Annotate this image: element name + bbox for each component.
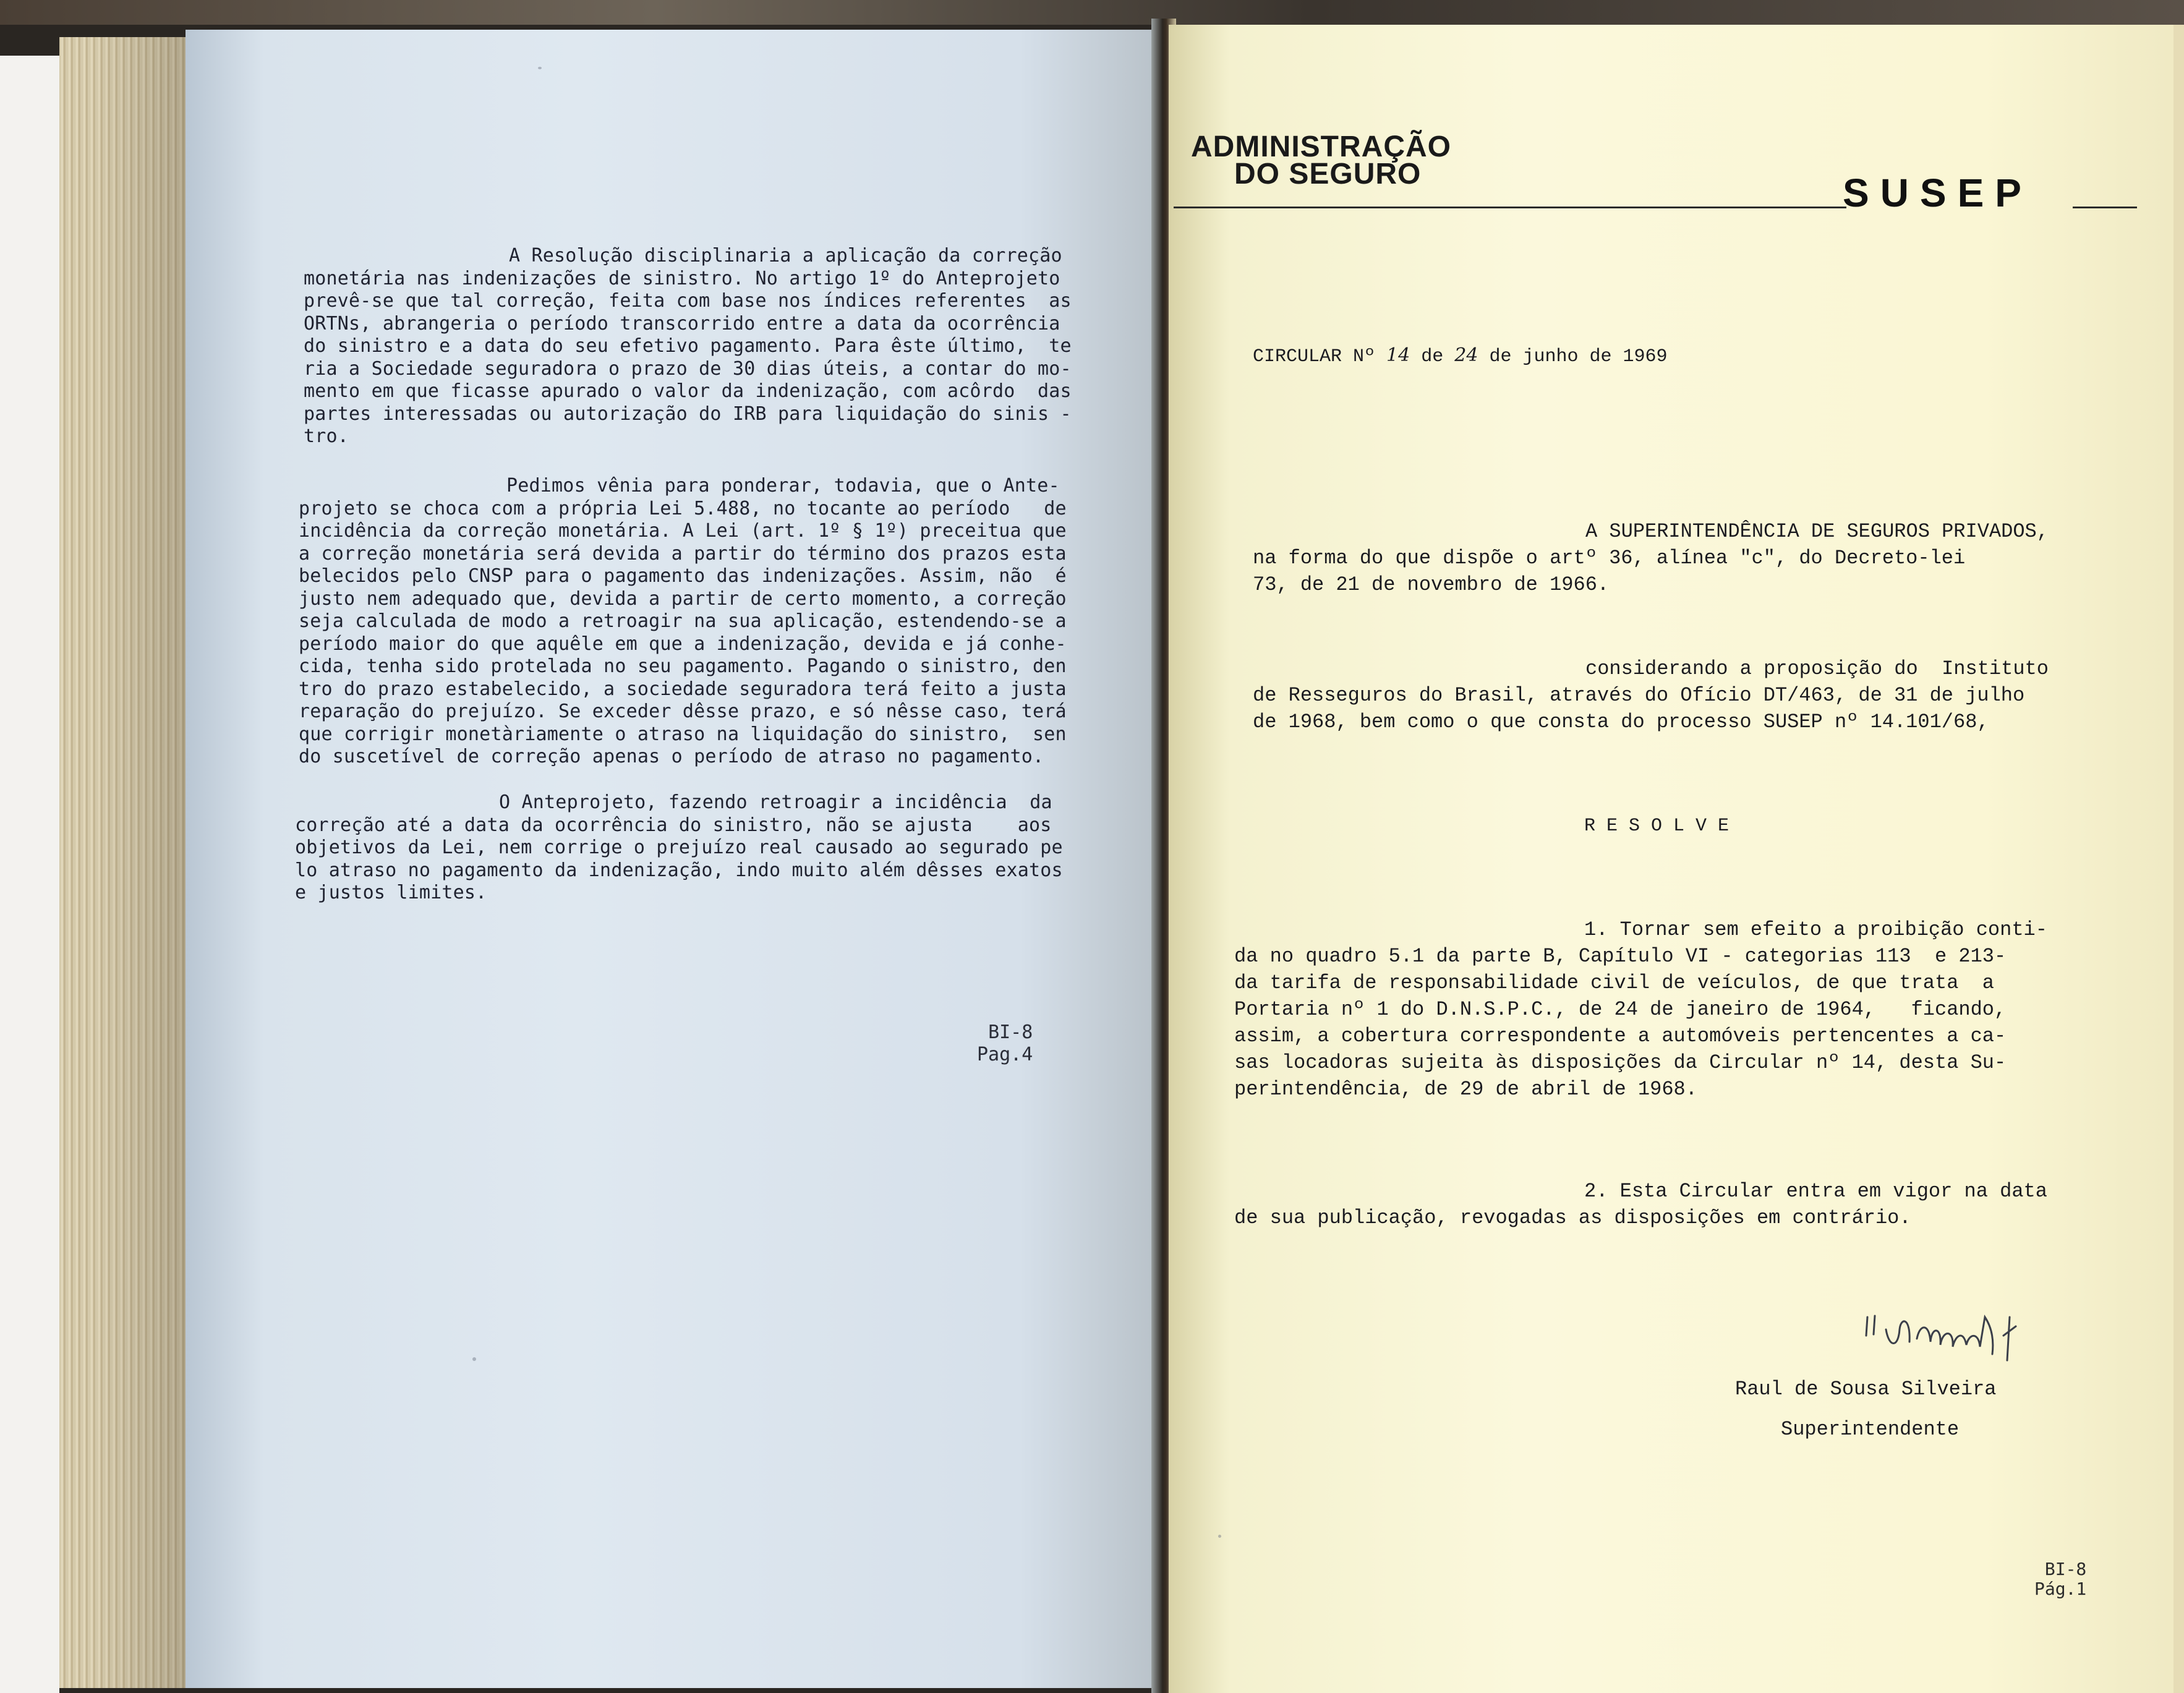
circular-mid: de [1410, 346, 1455, 367]
scan-speck [1218, 1535, 1221, 1538]
scan-speck [472, 1357, 476, 1361]
text-line: incidência da correção monetária. A Lei (art. 1º § 1º) preceitua que [299, 520, 1067, 542]
text-line: de 1968, bem como o que consta do processo SUSEP nº 14.101/68, [1253, 710, 1989, 733]
signer-title: Superintendente [1781, 1418, 1960, 1441]
letterhead-susep: SUSEP [1843, 171, 2033, 215]
circular-day: 24 [1454, 344, 1478, 366]
text-line: sas locadoras sujeita às disposições da Circular nº 14, desta Su- [1234, 1051, 2007, 1074]
text-line: tro do prazo estabelecido, a sociedade seguradora terá feito a justa [299, 678, 1067, 700]
circular-prefix: CIRCULAR Nº [1253, 346, 1387, 367]
article-1 [1234, 916, 2047, 1102]
text-line: objetivos da Lei, nem corrige o prejuízo real causado ao segurado pe [295, 837, 1063, 858]
text-line: do sinistro e a data do seu efetivo pagamento. Para êste último, te [304, 335, 1072, 357]
right-page-footer [2034, 1559, 2086, 1599]
handwritten-signature [1861, 1292, 2084, 1367]
text-line: mento em que ficasse apurado o valor da indenização, com acôrdo das [304, 380, 1072, 402]
text-line: que corrigir monetàriamente o atraso na liquidação do sinistro, sen [299, 723, 1067, 745]
text-line: da tarifa de responsabilidade civil de veículos, de que trata a [1234, 971, 1994, 994]
circular-title [1253, 342, 1668, 370]
circular-number: 14 [1386, 344, 1410, 366]
preamble [1253, 518, 2049, 598]
text-line: O Anteprojeto, fazendo retroagir a incidência da [499, 791, 1052, 813]
text-line: 73, de 21 de novembro de 1966. [1253, 573, 1610, 596]
text-line: tro. [304, 425, 349, 447]
text-line: na forma do que dispõe o artº 36, alínea "c", do Decreto-lei [1253, 547, 1966, 569]
text-line: de Resseguros do Brasil, através do Ofício DT/463, de 31 de julho [1253, 684, 2025, 707]
page-number: Pág.1 [2034, 1579, 2087, 1599]
signer-name: Raul de Sousa Silveira [1735, 1378, 1997, 1401]
text-line: belecidos pelo CNSP para o pagamento das indenizações. Assim, não é [299, 565, 1067, 587]
left-page-footer [977, 1021, 1033, 1066]
text-line: partes interessadas ou autorização do IRB para liquidação do sinis - [304, 403, 1072, 425]
right-page [1169, 25, 2184, 1693]
left-paragraph-3 [295, 791, 1063, 905]
text-line: cida, tenha sido protelada no seu pagamento. Pagando o sinistro, den [299, 655, 1067, 677]
text-line: 1. Tornar sem efeito a proibição conti- [1584, 918, 2047, 941]
circular-suffix: de junho de 1969 [1478, 346, 1668, 367]
article-2 [1234, 1178, 2047, 1231]
text-line: A Resolução disciplinaria a aplicação da correção [509, 245, 1062, 267]
left-paragraph-1 [304, 245, 1072, 448]
page-code: BI-8 [2044, 1559, 2087, 1579]
text-line: perintendência, de 29 de abril de 1968. [1234, 1078, 1697, 1101]
text-line: do suscetível de correção apenas o período de atraso no pagamento. [299, 746, 1044, 767]
text-line: período maior do que aquêle em que a indenização, devida e já conhe- [299, 633, 1067, 655]
text-line: ORTNs, abrangeria o período transcorrido entre a data da ocorrência [304, 312, 1060, 335]
text-line: seja calculada de modo a retroagir na sua aplicação, estendendo-se a [299, 610, 1067, 632]
text-line: Portaria nº 1 do D.N.S.P.C., de 24 de janeiro de 1964, ficando, [1234, 998, 2007, 1021]
text-line: A SUPERINTENDÊNCIA DE SEGUROS PRIVADOS, [1585, 520, 2049, 543]
text-line: prevê-se que tal correção, feita com base nos índices referentes as [304, 290, 1072, 312]
page-number: Pag.4 [977, 1044, 1033, 1065]
text-line: 2. Esta Circular entra em vigor na data [1584, 1180, 2047, 1203]
text-line: a correção monetária será devida a partir do término dos prazos esta [299, 542, 1067, 565]
text-line: assim, a cobertura correspondente a automóveis pertencentes a ca- [1234, 1025, 2007, 1047]
text-line: considerando a proposição do Instituto [1585, 657, 2049, 680]
scan-speck [538, 67, 542, 69]
considering-clause [1253, 655, 2049, 735]
text-line: reparação do prejuízo. Se exceder dêsse prazo, e só nêsse caso, terá [299, 701, 1067, 722]
book-top-edge [0, 0, 2184, 25]
letterhead-rule [1174, 207, 1846, 208]
text-line: de sua publicação, revogadas as disposições em contrário. [1234, 1206, 1911, 1229]
page-code: BI-8 [988, 1021, 1033, 1043]
text-line: correção até a data da ocorrência do sinistro, não se ajusta aos [295, 814, 1052, 836]
text-line: justo nem adequado que, devida a partir de certo momento, a correção [299, 587, 1067, 610]
resolve-heading: R E S O L V E [1584, 816, 1730, 837]
text-line: monetária nas indenizações de sinistro. No artigo 1º do Anteprojeto [304, 267, 1060, 289]
letterhead-line-1: ADMINISTRAÇÃO [1191, 130, 1451, 163]
left-paragraph-2 [299, 475, 1067, 769]
letterhead-administration [1191, 130, 1451, 190]
text-line: projeto se choca com a própria Lei 5.488, no tocante ao período de [299, 497, 1067, 519]
page-stack-shadow [93, 37, 192, 1688]
text-line: e justos limites. [295, 882, 487, 903]
text-line: Pedimos vênia para ponderar, todavia, que o Ante- [506, 475, 1060, 497]
text-line: da no quadro 5.1 da parte B, Capítulo VI - categorias 113 e 213- [1234, 945, 2007, 968]
right-page-edge [2173, 25, 2184, 1693]
text-line: lo atraso no pagamento da indenização, indo muito além dêsses exatos [295, 859, 1063, 881]
letterhead-line-2: DO SEGURO [1234, 158, 1422, 190]
letterhead-rule-end [2073, 207, 2137, 208]
scan-margin [0, 56, 59, 1693]
text-line: ria a Sociedade seguradora o prazo de 30 dias úteis, a contar do mo- [304, 357, 1072, 380]
